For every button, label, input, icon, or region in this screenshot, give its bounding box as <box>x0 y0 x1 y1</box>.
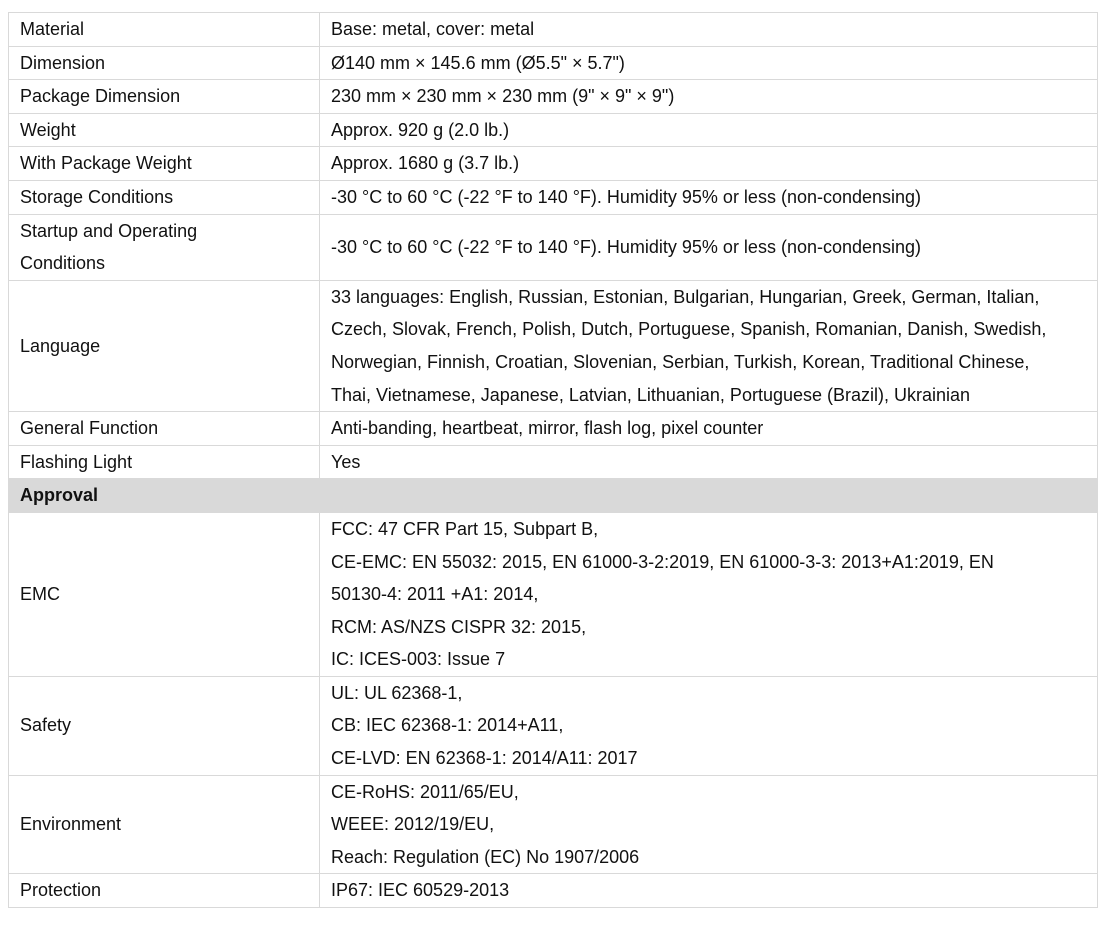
value-line: FCC: 47 CFR Part 15, Subpart B, <box>331 518 599 539</box>
section-title: Approval <box>9 479 1098 513</box>
table-row <box>9 874 1098 908</box>
table-row <box>9 46 1098 80</box>
table-row <box>9 180 1098 214</box>
row-value <box>320 775 1098 874</box>
row-value: -30 °C to 60 °C (-22 °F to 140 °F). Humidity 95% or less (non-condensing) <box>320 214 1098 280</box>
row-label: Environment <box>9 775 320 874</box>
spec-table <box>8 12 1098 908</box>
row-label: EMC <box>9 512 320 676</box>
value-line: RCM: AS/NZS CISPR 32: 2015, <box>331 616 587 637</box>
value-line: UL: UL 62368-1, <box>331 682 463 703</box>
value-line: 33 languages: English, Russian, Estonian, Bulgarian, Hungarian, Greek, German, Italian, <box>331 286 1040 307</box>
row-label-line: Conditions <box>20 253 106 274</box>
value-line: 50130-4: 2011 +A1: 2014, <box>331 584 539 605</box>
row-label: Storage Conditions <box>9 180 320 214</box>
value-line: Reach: Regulation (EC) No 1907/2006 <box>331 846 640 867</box>
row-label: Weight <box>9 113 320 147</box>
table-row <box>9 775 1098 874</box>
table-row <box>9 13 1098 47</box>
row-label <box>9 214 320 280</box>
table-row <box>9 512 1098 676</box>
table-row <box>9 412 1098 446</box>
table-row <box>9 445 1098 479</box>
row-label-line: Startup and Operating <box>20 220 198 241</box>
row-value: Base: metal, cover: metal <box>320 13 1098 47</box>
row-label: With Package Weight <box>9 147 320 181</box>
table-row <box>9 147 1098 181</box>
table-row <box>9 214 1098 280</box>
value-line: CE-RoHS: 2011/65/EU, <box>331 781 519 802</box>
row-value: 230 mm × 230 mm × 230 mm (9" × 9" × 9") <box>320 80 1098 114</box>
value-line: Norwegian, Finnish, Croatian, Slovenian, Serbian, Turkish, Korean, Traditional Chinese, <box>331 351 1030 372</box>
table-row <box>9 113 1098 147</box>
row-label: Material <box>9 13 320 47</box>
row-value: Yes <box>320 445 1098 479</box>
row-value: Anti-banding, heartbeat, mirror, flash log, pixel counter <box>320 412 1098 446</box>
row-value <box>320 280 1098 411</box>
row-label: Language <box>9 280 320 411</box>
value-line: CB: IEC 62368-1: 2014+A11, <box>331 715 564 736</box>
row-label: Dimension <box>9 46 320 80</box>
row-label: Protection <box>9 874 320 908</box>
row-label: Flashing Light <box>9 445 320 479</box>
value-line: CE-LVD: EN 62368-1: 2014/A11: 2017 <box>331 748 638 769</box>
row-value: Approx. 920 g (2.0 lb.) <box>320 113 1098 147</box>
table-row <box>9 80 1098 114</box>
table-row <box>9 280 1098 411</box>
value-line: CE-EMC: EN 55032: 2015, EN 61000-3-2:2019, EN 61000-3-3: 2013+A1:2019, EN <box>331 551 994 572</box>
row-value <box>320 512 1098 676</box>
value-line: WEEE: 2012/19/EU, <box>331 814 495 835</box>
value-line: Thai, Vietnamese, Japanese, Latvian, Lithuanian, Portuguese (Brazil), Ukrainian <box>331 384 971 405</box>
value-line: Czech, Slovak, French, Polish, Dutch, Portuguese, Spanish, Romanian, Danish, Swedish, <box>331 319 1047 340</box>
row-label: General Function <box>9 412 320 446</box>
row-label: Package Dimension <box>9 80 320 114</box>
row-value: Approx. 1680 g (3.7 lb.) <box>320 147 1098 181</box>
row-label: Safety <box>9 676 320 775</box>
row-value: -30 °C to 60 °C (-22 °F to 140 °F). Humidity 95% or less (non-condensing) <box>320 180 1098 214</box>
section-header-row <box>9 479 1098 513</box>
row-value <box>320 676 1098 775</box>
table-row <box>9 676 1098 775</box>
value-line: IC: ICES-003: Issue 7 <box>331 649 506 670</box>
row-value: Ø140 mm × 145.6 mm (Ø5.5" × 5.7") <box>320 46 1098 80</box>
row-value: IP67: IEC 60529-2013 <box>320 874 1098 908</box>
